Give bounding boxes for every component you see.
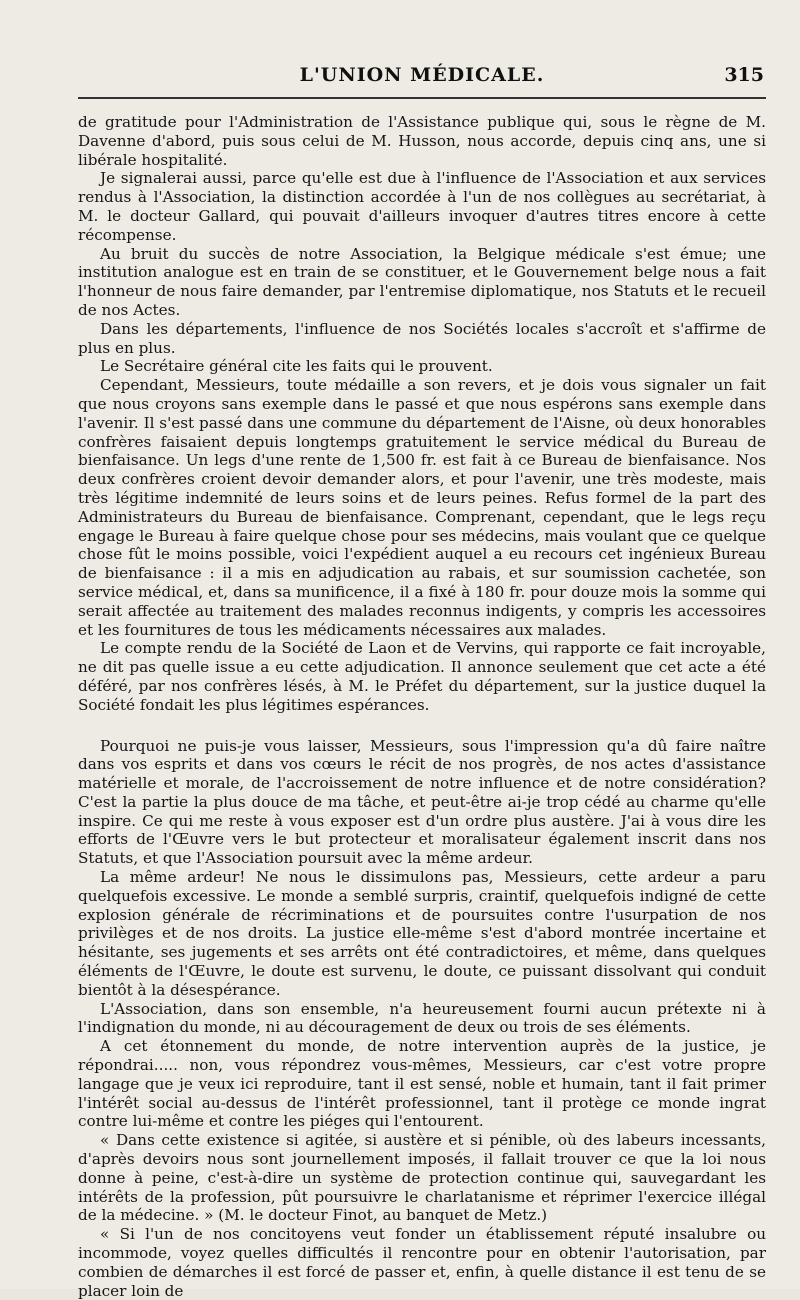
page-header [78, 62, 766, 92]
header-rule [78, 97, 766, 99]
paragraph: Le Secrétaire général cite les faits qui le prouvent. [100, 357, 493, 376]
paragraph: Le compte rendu de la Société de Laon et de Vervins, qui rapporte ce fait incroyable, ne dit pas quelle issue a eu cette adjudication. Il annonce seulement que cet acte a été déféré, par nos confrères lésés, à M. le Préfet du département, sur la justice duquel la Société fondait les plus légitimes espérances. [78, 639, 766, 714]
paragraph: A cet étonnement du monde, de notre intervention auprès de la justice, je répondrai..... non, vous répondrez vous-mêmes, Messieurs, car c'est votre propre langage que je veux ici reproduire, tant il est sensé, noble et humain, tant il fait primer l'intérêt social au-dessus de l'intérêt professionnel, tant il protège ce monde ingrat contre lui-même et contre les piéges qui l'entourent. [78, 1037, 766, 1131]
paragraph: Cependant, Messieurs, toute médaille a son revers, et je dois vous signaler un fait que nous croyons sans exemple dans le passé et que nous espérons sans exemple dans l'avenir. Il s'est passé dans une commune du département de l'Aisne, où deux honorables confrères faisaient depuis longtemps gratuitement le service médical du Bureau de bienfaisance. Un legs d'une rente de 1,500 fr. est fait à ce Bureau de bienfaisance. Nos deux confrères croient devoir demander alors, et pour l'avenir, une très modeste, mais très légitime indemnité de leurs soins et de leurs peines. Refus formel de la part des Administrateurs du Bureau de bienfaisance. Comprenant, cependant, que le legs reçu engage le Bureau à faire quelque chose pour ses médecins, mais voulant que ce quelque chose fût le moins possible, voici l'expédient auquel a eu recours cet ingénieux Bureau de bienfaisance : il a mis en adjudication au rabais, et sur soumission cachetée, son service médical, et, dans sa munificence, il a fixé à 180 fr. pour douze mois la somme qui serait affectée au traitement des malades reconnus indigents, y compris les accessoires et les fournitures de tous les médicaments nécessaires aux malades. [78, 376, 766, 639]
paragraph: Pourquoi ne puis-je vous laisser, Messieurs, sous l'impression qu'a dû faire naître dans vos esprits et dans vos cœurs le récit de nos progrès, de nos actes d'assistance matérielle et morale, de l'accroissement de notre influence et de notre considération? C'est la partie la plus douce de ma tâche, et peut-être ai-je trop cédé au charme qu'elle inspire. Ce qui me reste à vous exposer est d'un ordre plus austère. J'ai à vous dire les efforts de l'Œuvre vers le but protecteur et moralisateur également inscrit dans nos Statuts, et que l'Association poursuit avec la même ardeur. [78, 736, 766, 868]
paragraph: Dans les départements, l'influence de nos Sociétés locales s'accroît et s'affirme de plus en plus. [78, 319, 766, 357]
paragraph: « Si l'un de nos concitoyens veut fonder un établissement réputé insalubre ou incommode, voyez quelles difficultés il rencontre pour en obtenir l'autorisation, par combien de démarches il est forcé de passer et, enfin, à quelle distance il est tenu de se placer loin de [78, 1225, 766, 1300]
paragraph: L'Association, dans son ensemble, n'a heureusement fourni aucun prétexte ni à l'indignation du monde, ni au découragement de deux ou trois de ses éléments. [78, 999, 766, 1037]
running-title: L'UNION MÉDICALE. [299, 64, 545, 86]
paragraph: de gratitude pour l'Administration de l'Assistance publique qui, sous le règne de M. Davenne d'abord, puis sous celui de M. Husson, nous accorde, depuis cinq ans, une si libérale hospitalité. [78, 113, 766, 169]
paragraph: Je signalerai aussi, parce qu'elle est due à l'influence de l'Association et aux services rendus à l'Association, la distinction accordée à l'un de nos collègues au secrétariat, à M. le docteur Gallard, qui pouvait d'ailleurs invoquer d'autres titres encore à cette récompense. [78, 169, 766, 244]
paragraph: La même ardeur! Ne nous le dissimulons pas, Messieurs, cette ardeur a paru quelquefois excessive. Le monde a semblé surpris, craintif, quelquefois indigné de cette explosion générale de récriminations et de poursuites contre l'usurpation de nos privilèges et de nos droits. La justice elle-même s'est d'abord montrée incertaine et hésitante, ses jugements et ses arrêts ont été contradictoires, et même, dans quelques éléments de l'Œuvre, le doute est survenu, le doute, ce puissant dissolvant qui conduit bientôt à la désespérance. [78, 868, 766, 999]
page-number: 315 [724, 64, 764, 86]
body-text [78, 113, 766, 1300]
paragraph: Au bruit du succès de notre Association, la Belgique médicale s'est émue; une institution analogue est en train de se constituer, et le Gouvernement belge nous a fait l'honneur de nous faire demander, par l'entremise diplomatique, nos Statuts et le recueil de nos Actes. [78, 244, 766, 319]
paragraph: « Dans cette existence si agitée, si austère et si pénible, où des labeurs incessants, d'après devoirs nous sont journellement imposés, il fallait trouver ce que la loi nous donne à peine, c'est-à-dire un système de protection continue qui, sauvegardant les intérêts de la profession, pût poursuivre le charlatanisme et réprimer l'exercice illégal de la médecine. » (M. le docteur Finot, au banquet de Metz.) [78, 1131, 766, 1225]
